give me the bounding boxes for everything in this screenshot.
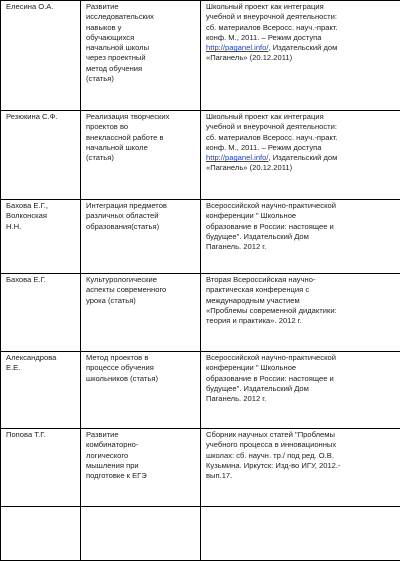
title-text: через проектный [86, 53, 196, 63]
source-text: будущее". Издательский Дом [206, 232, 396, 242]
title-text: начальной школы [86, 43, 196, 53]
empty-cell [201, 507, 400, 561]
source-text: Школьный проект как интеграция [206, 112, 396, 122]
source-cell [201, 352, 400, 429]
table-row [1, 1, 400, 111]
source-text: Паганель. 2012 г. [206, 394, 396, 404]
source-text: Паганель. 2012 г. [206, 242, 396, 252]
title-text: мышления при [86, 461, 196, 471]
title-text: проектов во [86, 122, 196, 132]
title-text: образования(статья) [86, 222, 196, 232]
title-cell [81, 429, 201, 507]
author-text: Александрова [6, 353, 76, 363]
title-cell [81, 200, 201, 274]
source-text: будущее". Издательский Дом [206, 384, 396, 394]
source-text: Сборник научных статей "Проблемы [206, 430, 396, 440]
title-text: аспекты современного [86, 285, 196, 295]
author-text: Бахова Е.Г. [6, 275, 76, 285]
title-cell [81, 111, 201, 200]
source-text: образование в России: настоящее и [206, 374, 396, 384]
source-text: , Издательский дом [269, 153, 338, 162]
source-text: «Паганель» (20.12.2011) [206, 53, 396, 63]
source-text: Кузьмина. Иркутск: Изд-во ИГУ, 2012.- [206, 461, 396, 471]
author-text: Елесина О.А. [6, 2, 76, 12]
source-text: «Паганель» (20.12.2011) [206, 163, 396, 173]
title-text: Развитие [86, 430, 196, 440]
source-text: школах: сб. научн. тр./ под ред. О.В. [206, 451, 396, 461]
title-text: логического [86, 451, 196, 461]
title-text: исследовательских [86, 12, 196, 22]
source-text: «Проблемы современной дидактики: [206, 306, 396, 316]
empty-cell [1, 507, 81, 561]
source-cell [201, 429, 400, 507]
source-text: Всероссийской научно-практической [206, 201, 396, 211]
source-cell [201, 274, 400, 352]
source-text: Всероссийской научно-практической [206, 353, 396, 363]
source-text: сб. материалов Всеросс. науч.-практ. [206, 133, 396, 143]
table-row [1, 200, 400, 274]
table-row [1, 111, 400, 200]
title-text: навыков у [86, 23, 196, 33]
title-text: обучающихся [86, 33, 196, 43]
title-text: Метод проектов в [86, 353, 196, 363]
source-cell [201, 111, 400, 200]
title-text: метод обучения [86, 64, 196, 74]
title-text: различных областей [86, 211, 196, 221]
title-text: Интеграция предметов [86, 201, 196, 211]
table-row [1, 352, 400, 429]
author-text: Е.Е. [6, 363, 76, 373]
title-text: процессе обучения [86, 363, 196, 373]
empty-cell [81, 507, 201, 561]
title-text: (статья) [86, 153, 196, 163]
source-text: сб. материалов Всеросс. науч.-практ. [206, 23, 396, 33]
source-text: учебной и внеурочной деятельности: [206, 12, 396, 22]
source-text: конф. М., 2011. – Режим доступа [206, 33, 396, 43]
title-text: внеклассной работе в [86, 133, 196, 143]
title-cell [81, 1, 201, 111]
author-text: Бахова Е.Г., [6, 201, 76, 211]
publications-table-body [1, 1, 400, 561]
source-link-line [206, 43, 396, 53]
title-text: Культурологические [86, 275, 196, 285]
table-row-empty [1, 507, 400, 561]
title-text: начальной школе [86, 143, 196, 153]
author-cell [1, 429, 81, 507]
source-text: вып.17. [206, 471, 396, 481]
title-text: урока (статья) [86, 296, 196, 306]
title-text: Развитие [86, 2, 196, 12]
source-text: , Издательский дом [269, 43, 338, 52]
source-text: учебного процесса в инновационных [206, 440, 396, 450]
author-cell [1, 274, 81, 352]
author-cell [1, 1, 81, 111]
title-text: школьников (статья) [86, 374, 196, 384]
title-text: (статья) [86, 74, 196, 84]
title-cell [81, 352, 201, 429]
author-text: Н.Н. [6, 222, 76, 232]
paganel-link[interactable]: http://paganel.info/ [206, 153, 269, 162]
source-text: международным участием [206, 296, 396, 306]
author-cell [1, 200, 81, 274]
source-text: практическая конференция с [206, 285, 396, 295]
source-text: образование в России: настоящее и [206, 222, 396, 232]
paganel-link[interactable]: http://paganel.info/ [206, 43, 269, 52]
source-text: конференции " Школьное [206, 363, 396, 373]
source-text: Вторая Всероссийская научно- [206, 275, 396, 285]
source-text: Школьный проект как интеграция [206, 2, 396, 12]
table-row [1, 274, 400, 352]
title-cell [81, 274, 201, 352]
author-text: Волконская [6, 211, 76, 221]
title-text: Реализация творческих [86, 112, 196, 122]
author-cell [1, 111, 81, 200]
author-text: Попова Т.Г. [6, 430, 76, 440]
source-link-line [206, 153, 396, 163]
source-text: конференции " Школьное [206, 211, 396, 221]
title-text: подготовке к ЕГЭ [86, 471, 196, 481]
table-row [1, 429, 400, 507]
source-cell [201, 1, 400, 111]
source-text: учебной и внеурочной деятельности: [206, 122, 396, 132]
title-text: комбинаторно- [86, 440, 196, 450]
source-text: теория и практика». 2012 г. [206, 316, 396, 326]
author-text: Резюкина С.Ф. [6, 112, 76, 122]
source-text: конф. М., 2011. – Режим доступа [206, 143, 396, 153]
source-cell [201, 200, 400, 274]
author-cell [1, 352, 81, 429]
